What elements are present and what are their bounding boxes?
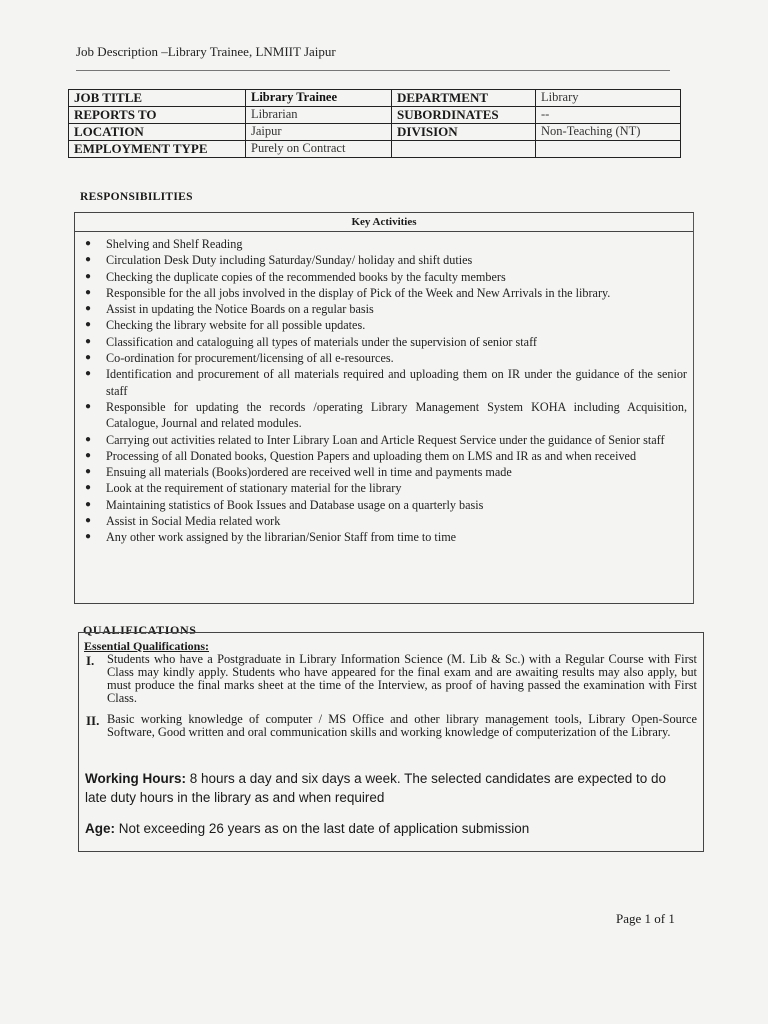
- list-item: [75, 350, 693, 366]
- list-item: [75, 252, 693, 268]
- job-title-label: JOB TITLE: [69, 90, 246, 107]
- activity-text: Responsible for updating the records /operating Library Management System KOHA including Acquisition, Catalogue, Journal and related modules.: [106, 399, 687, 431]
- list-item: [75, 334, 693, 350]
- activity-text: Ensuing all materials (Books)ordered are received well in time and payments made: [106, 465, 512, 480]
- working-hours: [85, 769, 685, 807]
- list-item: [75, 301, 693, 317]
- activity-text: Look at the requirement of stationary material for the library: [106, 481, 402, 496]
- activity-text: Processing of all Donated books, Question Papers and uploading them on LMS and IR as and when received: [106, 448, 637, 463]
- activity-text: Circulation Desk Duty including Saturday/Sunday/ holiday and shift duties: [106, 253, 473, 268]
- document-header: Job Description –Library Trainee, LNMIIT Jaipur: [76, 44, 336, 59]
- activity-text: Checking the library website for all possible updates.: [106, 318, 366, 333]
- key-activities-title: Key Activities: [75, 213, 693, 232]
- activity-text: Any other work assigned by the librarian/Senior Staff from time to time: [106, 530, 457, 545]
- empty-cell: [392, 141, 536, 158]
- qualification-number: II.: [86, 713, 100, 728]
- bullet-icon: ●: [85, 352, 92, 364]
- bullet-icon: ●: [85, 368, 92, 380]
- bullet-icon: ●: [85, 303, 92, 315]
- activity-text: Assist in updating the Notice Boards on a regular basis: [106, 302, 374, 317]
- qualification-number: I.: [86, 653, 95, 668]
- employment-type-value: Purely on Contract: [246, 141, 392, 158]
- empty-cell: [536, 141, 681, 158]
- list-item: [75, 513, 693, 529]
- activities-list: [75, 236, 693, 546]
- activity-text: Responsible for the all jobs involved in the display of Pick of the Week and New Arrivals in the library.: [106, 285, 611, 300]
- job-info-table: [68, 89, 681, 158]
- working-hours-text: 8 hours a day and six days a week. The selected candidates are expected to do late duty hours in the library as and when required: [85, 771, 667, 805]
- activity-text: Classification and cataloguing all types of materials under the supervision of senior staff: [106, 334, 537, 349]
- table-row: [69, 124, 681, 141]
- activity-text: Carrying out activities related to Inter Library Loan and Article Request Service under the guidance of Senior staff: [106, 432, 665, 447]
- key-activities-box: [74, 212, 694, 604]
- list-item: [75, 366, 693, 399]
- job-title-value: Library Trainee: [246, 90, 392, 107]
- location-label: LOCATION: [69, 124, 246, 141]
- bullet-icon: ●: [85, 319, 92, 331]
- bullet-icon: ●: [85, 449, 92, 461]
- bullet-icon: ●: [85, 515, 92, 527]
- department-value: Library: [536, 90, 681, 107]
- list-item: [75, 236, 693, 252]
- list-item: [75, 285, 693, 301]
- list-item: [75, 448, 693, 464]
- bullet-icon: ●: [85, 482, 92, 494]
- qualification-item: Basic working knowledge of computer / MS Office and other library management tools, Library Open-Source Software, Good written and oral communication skills and working knowledge of computerization of the Library.: [107, 712, 697, 739]
- list-item: [75, 529, 693, 545]
- bullet-icon: ●: [85, 466, 92, 478]
- bullet-icon: ●: [85, 433, 92, 445]
- bullet-icon: ●: [85, 254, 92, 266]
- subordinates-label: SUBORDINATES: [392, 107, 536, 124]
- list-item: [75, 497, 693, 513]
- list-item: [75, 432, 693, 448]
- division-value: Non-Teaching (NT): [536, 124, 681, 141]
- subordinates-value: --: [536, 107, 681, 124]
- activity-text: Maintaining statistics of Book Issues and Database usage on a quarterly basis: [106, 497, 484, 512]
- bullet-icon: ●: [85, 400, 92, 412]
- age-requirement: [85, 819, 685, 838]
- list-item: [75, 399, 693, 432]
- essential-qualifications-heading: Essential Qualifications:: [84, 639, 210, 653]
- bullet-icon: ●: [85, 531, 92, 543]
- qualifications-heading: QUALIFICATIONS: [83, 623, 197, 637]
- list-item: [75, 480, 693, 496]
- table-row: [69, 141, 681, 158]
- activity-text: Identification and procurement of all materials required and uploading them on IR under the guidance of the senior staff: [106, 367, 687, 398]
- list-item: [75, 269, 693, 285]
- location-value: Jaipur: [246, 124, 392, 141]
- table-row: [69, 107, 681, 124]
- reports-to-value: Librarian: [246, 107, 392, 124]
- bullet-icon: ●: [85, 335, 92, 347]
- activity-text: Shelving and Shelf Reading: [106, 237, 243, 251]
- working-hours-label: Working Hours:: [85, 771, 186, 786]
- list-item: [75, 464, 693, 480]
- page-number: Page 1 of 1: [616, 911, 675, 926]
- list-item: [75, 317, 693, 333]
- bullet-icon: ●: [85, 286, 92, 298]
- activity-text: Assist in Social Media related work: [106, 514, 281, 529]
- header-divider: [76, 70, 670, 71]
- responsibilities-heading: RESPONSIBILITIES: [80, 191, 193, 203]
- reports-to-label: REPORTS TO: [69, 107, 246, 124]
- employment-type-label: EMPLOYMENT TYPE: [69, 141, 246, 158]
- bullet-icon: ●: [85, 238, 92, 249]
- bullet-icon: ●: [85, 270, 92, 282]
- table-row: [69, 90, 681, 107]
- bullet-icon: ●: [85, 498, 92, 510]
- department-label: DEPARTMENT: [392, 90, 536, 107]
- division-label: DIVISION: [392, 124, 536, 141]
- age-text: Not exceeding 26 years as on the last date of application submission: [118, 821, 530, 836]
- qualification-item: Students who have a Postgraduate in Library Information Science (M. Lib & Sc.) with a Regular Course with First Class may kindly apply. Students who have appeared for the final exam and are awaiting results may also apply, but must produce the final marks sheet at the time of the Interview, as proof of having passed the examination with First Class.: [107, 652, 697, 705]
- qualifications-box: [78, 632, 704, 852]
- age-label: Age:: [85, 821, 115, 836]
- activity-text: Checking the duplicate copies of the recommended books by the faculty members: [106, 269, 506, 284]
- activity-text: Co-ordination for procurement/licensing of all e-resources.: [106, 351, 394, 366]
